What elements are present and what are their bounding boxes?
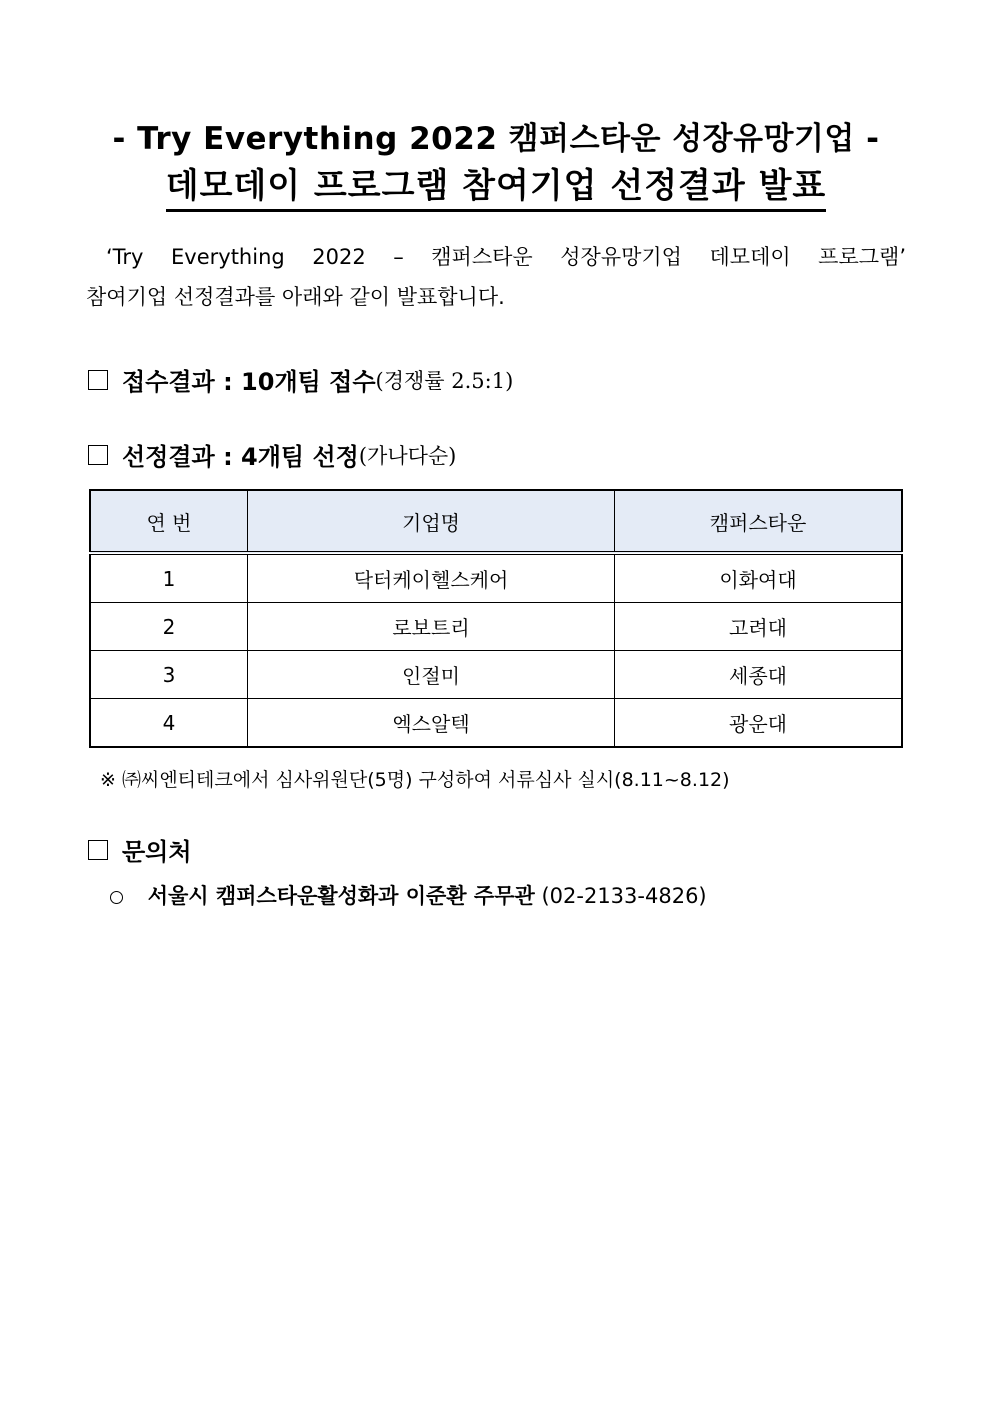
cell-company: 엑스알텍 bbox=[248, 699, 615, 748]
contact-phone: (02-2133-4826) bbox=[541, 884, 707, 908]
cell-number: 2 bbox=[90, 603, 248, 651]
cell-company: 닥터케이헬스케어 bbox=[248, 553, 615, 603]
cell-campustown: 광운대 bbox=[615, 699, 903, 748]
intro-line-2: 참여기업 선정결과를 아래와 같이 발표합니다. bbox=[86, 285, 505, 309]
checkbox-square-icon bbox=[88, 840, 108, 860]
table-row bbox=[90, 699, 902, 748]
section-receipt-paren: (경쟁률 2.5:1) bbox=[375, 368, 514, 393]
contact-text: 서울시 캠퍼스타운활성화과 이준환 주무관 bbox=[147, 884, 535, 908]
table-row bbox=[90, 553, 902, 603]
section-selection-label: 선정결과 : 4개팀 선정 bbox=[122, 443, 359, 471]
cell-campustown: 이화여대 bbox=[615, 553, 903, 603]
table-header-row bbox=[90, 490, 902, 553]
cell-campustown: 세종대 bbox=[615, 651, 903, 699]
header-company: 기업명 bbox=[248, 490, 615, 553]
cell-campustown: 고려대 bbox=[615, 603, 903, 651]
cell-company: 인절미 bbox=[248, 651, 615, 699]
cell-number: 3 bbox=[90, 651, 248, 699]
checkbox-square-icon bbox=[88, 445, 108, 465]
header-campustown: 캠퍼스타운 bbox=[615, 490, 903, 553]
section-contact bbox=[88, 832, 192, 867]
title-line-1: - Try Everything 2022 캠퍼스타운 성장유망기업 - bbox=[112, 121, 880, 157]
cell-number: 1 bbox=[90, 553, 248, 603]
table-row bbox=[90, 651, 902, 699]
cell-company: 로보트리 bbox=[248, 603, 615, 651]
review-note: ※ ㈜씨엔티테크에서 심사위원단(5명) 구성하여 서류심사 실시(8.11~8.12) bbox=[100, 769, 730, 791]
cell-number: 4 bbox=[90, 699, 248, 748]
table-row bbox=[90, 603, 902, 651]
circle-bullet-icon bbox=[110, 891, 123, 904]
checkbox-square-icon bbox=[88, 370, 108, 390]
section-receipt-label: 접수결과 : 10개팀 접수 bbox=[122, 368, 376, 396]
title-line-2 bbox=[0, 158, 992, 207]
main-title: 데모데이 프로그램 참여기업 선정결과 발표 bbox=[166, 166, 827, 212]
selection-table bbox=[89, 489, 903, 748]
intro-line-1: ‘Try Everything 2022 – 캠퍼스타운 성장유망기업 데모데이 프로그램’ bbox=[106, 245, 906, 269]
section-selection-paren: (가나다순) bbox=[358, 443, 457, 468]
section-selection bbox=[88, 437, 456, 472]
header-number: 연 번 bbox=[90, 490, 248, 553]
section-contact-label: 문의처 bbox=[122, 838, 192, 866]
section-receipt bbox=[88, 362, 513, 397]
contact-line bbox=[110, 880, 707, 910]
